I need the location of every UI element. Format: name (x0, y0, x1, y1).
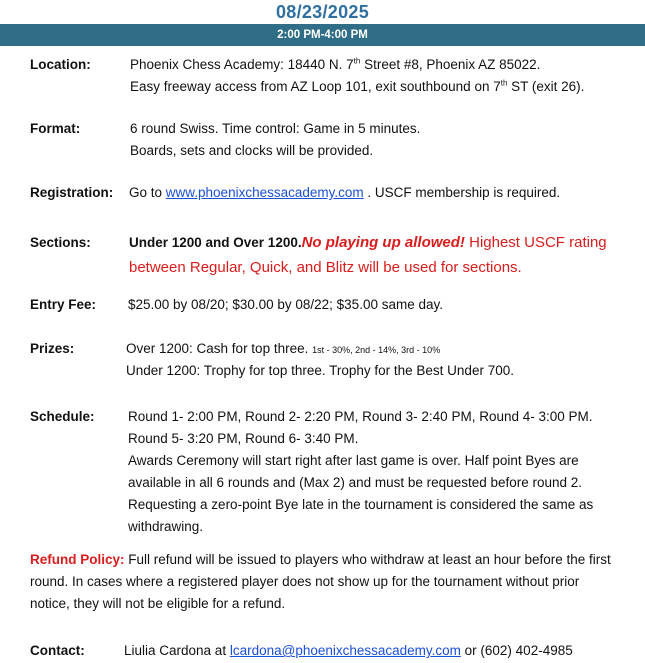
refund-line-2: round. In cases where a registered player does not show up for the tournament without prior (30, 574, 580, 589)
schedule-line: Requesting a zero-point Bye late in the tournament is considered the same as (128, 497, 594, 512)
sections-label: Sections: (30, 235, 91, 250)
schedule-line: Round 5- 3:20 PM, Round 6- 3:40 PM. (128, 431, 359, 446)
location-label: Location: (30, 57, 91, 72)
entry-fee-label: Entry Fee: (30, 297, 97, 312)
registration-label: Registration: (30, 185, 114, 200)
refund-line-1: Refund Policy: Full refund will be issued to players who withdraw at least an hour before the first (30, 552, 611, 567)
refund-policy (30, 549, 642, 615)
schedule-line: available in all 6 rounds and (Max 2) and must be requested before round 2. (128, 475, 583, 490)
event-time: 2:00 PM-4:00 PM (277, 29, 368, 41)
prizes-line-2: Under 1200: Trophy for top three. Trophy for the Best Under 700. (126, 363, 514, 378)
schedule-line: Awards Ceremony will start right after last game is over. Half point Byes are (128, 453, 579, 468)
contact-label: Contact: (30, 643, 85, 658)
sections-line-1: Under 1200 and Over 1200.No playing up allowed! Highest USCF rating (129, 234, 607, 251)
refund-label: Refund Policy: (30, 552, 125, 567)
sections-value (129, 230, 607, 280)
refund-line-3: notice, they will not be eligible for a refund. (30, 596, 286, 611)
contact-email-link[interactable]: lcardona@phoenixchessacademy.com (229, 643, 461, 658)
registration-value: Go to www.phoenixchessacademy.com . USCF membership is required. (129, 185, 561, 200)
schedule-line: Round 1- 2:00 PM, Round 2- 2:20 PM, Round 3- 2:40 PM, Round 4- 3:00 PM. (128, 409, 593, 424)
format-line-2: Boards, sets and clocks will be provided. (130, 143, 374, 158)
location-line-1: Phoenix Chess Academy: 18440 N. 7th Street #8, Phoenix AZ 85022. (130, 56, 541, 72)
prize-percentages: 1st - 30%, 2nd - 14%, 3rd - 10% (312, 345, 441, 355)
location-value (130, 54, 584, 98)
prizes-label: Prizes: (30, 341, 75, 356)
contact-value: Liulia Cardona at lcardona@phoenixchessacademy.com or (602) 402-4985 (124, 643, 573, 658)
registration-link[interactable]: www.phoenixchessacademy.com (165, 185, 364, 200)
format-label: Format: (30, 121, 81, 136)
location-line-2: Easy freeway access from AZ Loop 101, exit southbound on 7th ST (exit 26). (130, 78, 585, 94)
prizes-value (126, 338, 514, 382)
no-playing-up-warning: No playing up allowed! (301, 234, 465, 251)
schedule-line: withdrawing. (128, 519, 204, 534)
event-time-banner (0, 24, 645, 46)
schedule-label: Schedule: (30, 409, 95, 424)
format-line-1: 6 round Swiss. Time control: Game in 5 minutes. (130, 121, 421, 136)
entry-fee-value: $25.00 by 08/20; $30.00 by 08/22; $35.00 same day. (128, 297, 443, 312)
prizes-line-1: Over 1200: Cash for top three. 1st - 30%, 2nd - 14%, 3rd - 10% (126, 341, 441, 356)
event-date: 08/23/2025 (275, 2, 370, 22)
sections-line-2: between Regular, Quick, and Blitz will be used for sections. (129, 259, 522, 276)
format-value (130, 118, 420, 162)
schedule-value (128, 406, 593, 538)
